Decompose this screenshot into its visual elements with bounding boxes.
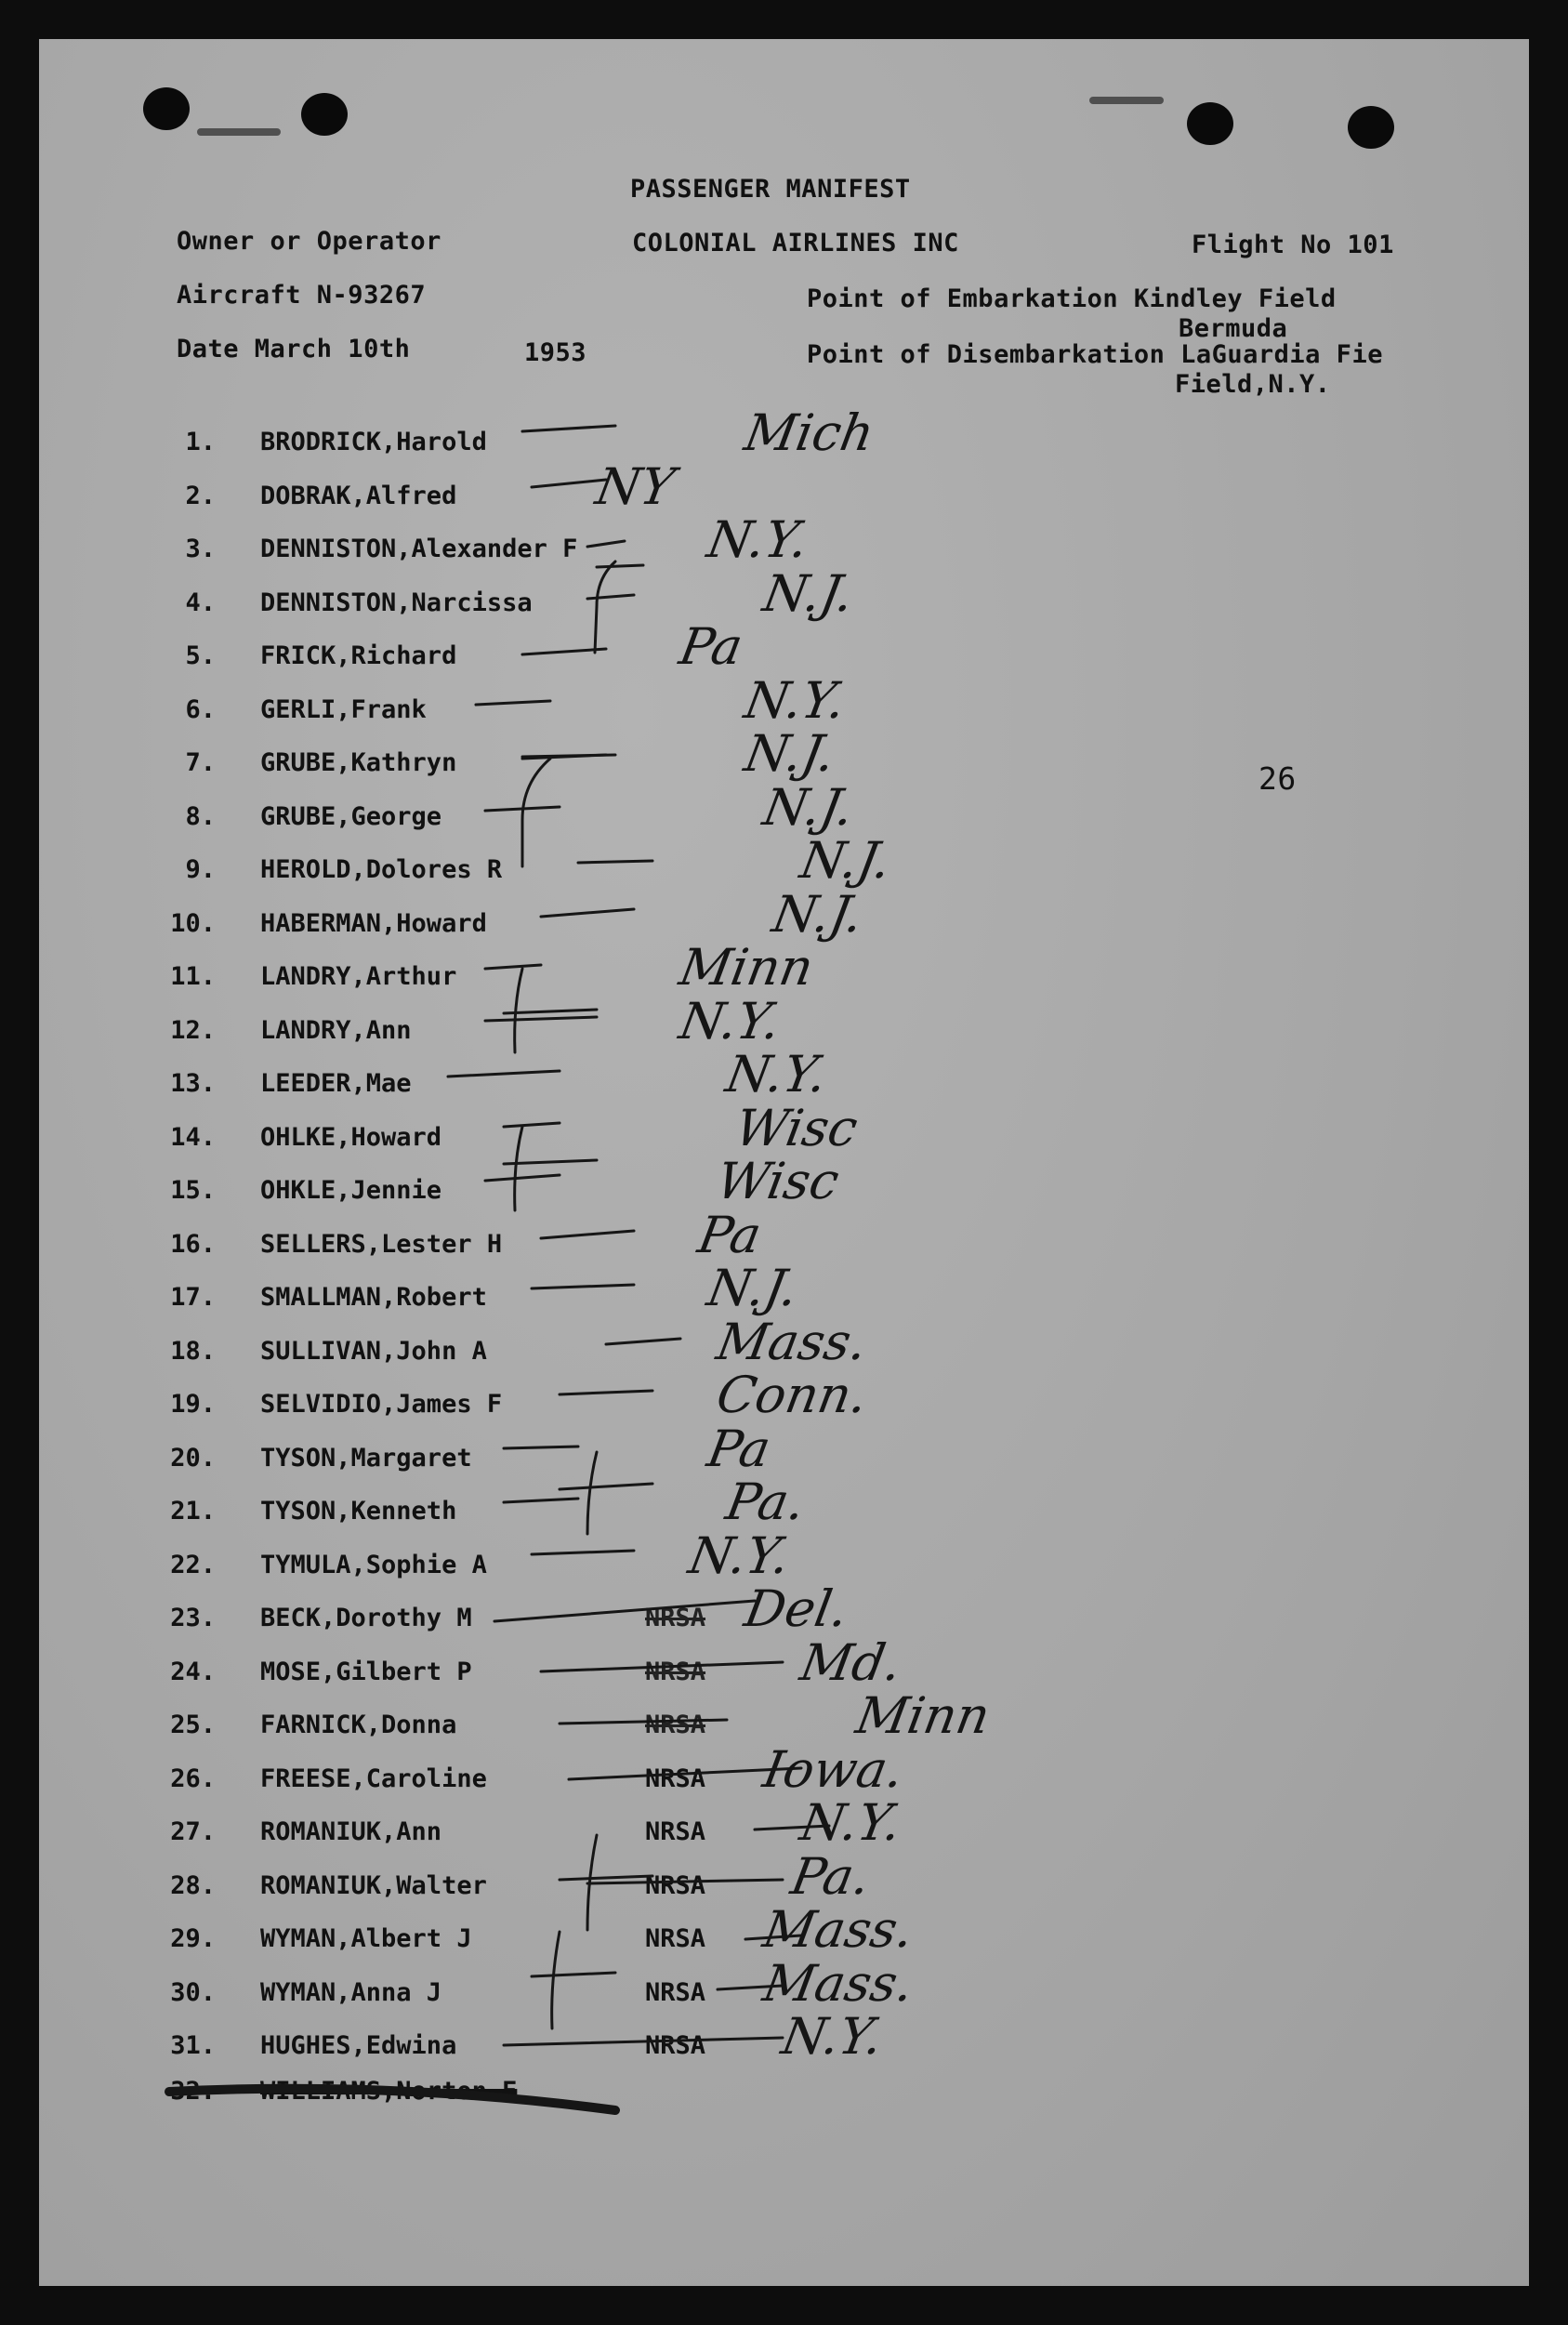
passenger-row	[39, 802, 1154, 839]
passenger-row	[39, 1924, 1154, 1962]
document-title: PASSENGER MANIFEST	[630, 175, 911, 204]
manifest-date: Date March 10th	[177, 335, 411, 363]
disembarkation-point: Point of Disembarkation LaGuardia Fie	[807, 340, 1383, 369]
passenger-row	[39, 1817, 1154, 1855]
handwritten-state: Iowa.	[758, 1739, 908, 1799]
handwritten-state: N.Y.	[796, 1793, 906, 1852]
passenger-number: 26.	[170, 1764, 216, 1793]
smudge-mark	[197, 128, 281, 136]
passenger-row	[39, 1069, 1154, 1106]
aircraft-id: Aircraft N-93267	[177, 281, 427, 310]
nrsa-mark: NRSA	[645, 1817, 706, 1846]
passenger-number: 7.	[185, 748, 216, 777]
nrsa-mark: NRSA	[645, 2031, 706, 2060]
passenger-name: BRODRICK,Harold	[260, 428, 487, 456]
passenger-number: 1.	[185, 428, 216, 456]
passenger-name: OHLKE,Howard	[260, 1122, 442, 1152]
passenger-row	[39, 641, 1154, 679]
embarkation-location: Bermuda	[1179, 314, 1288, 343]
passenger-number: 15.	[170, 1176, 216, 1205]
passenger-number: 10.	[170, 908, 216, 938]
flight-number: Flight No 101	[1192, 231, 1394, 259]
handwritten-state: N.J.	[758, 563, 859, 623]
passenger-name: FREESE,Caroline	[260, 1764, 487, 1793]
handwritten-state: N.J.	[703, 1259, 803, 1317]
passenger-name: TYMULA,Sophie A	[260, 1550, 487, 1579]
passenger-number: 17.	[170, 1283, 216, 1312]
nrsa-mark: NRSA	[645, 1604, 706, 1632]
passenger-name: LEEDER,Mae	[260, 1069, 412, 1098]
nrsa-mark: NRSA	[645, 1924, 706, 1953]
passenger-row	[39, 1176, 1154, 1213]
passenger-number: 27.	[170, 1817, 216, 1846]
passenger-name: TYSON,Kenneth	[260, 1497, 457, 1526]
passenger-name: GRUBE,George	[260, 801, 442, 831]
passenger-row	[39, 1283, 1154, 1320]
passenger-row	[39, 1390, 1154, 1427]
passenger-row	[39, 909, 1154, 946]
page-number: 26	[1258, 760, 1297, 797]
handwritten-state: Mass.	[758, 1900, 918, 1959]
owner-label: Owner or Operator	[177, 227, 441, 256]
passenger-row	[39, 588, 1154, 626]
handwritten-state: Wisc	[731, 1098, 863, 1157]
handwritten-state: Minn	[851, 1686, 995, 1745]
manifest-year: 1953	[524, 338, 587, 367]
handwritten-state: Del.	[740, 1579, 853, 1638]
nrsa-mark: NRSA	[645, 1711, 706, 1739]
passenger-name: HEROLD,Dolores R	[260, 855, 503, 884]
passenger-number: 18.	[170, 1336, 216, 1366]
passenger-number: 21.	[170, 1497, 216, 1526]
nrsa-mark: NRSA	[645, 1657, 706, 1686]
nrsa-mark: NRSA	[645, 1764, 706, 1793]
passenger-name: GERLI,Frank	[260, 694, 427, 724]
passenger-row	[39, 1497, 1154, 1534]
passenger-number: 32.	[170, 2077, 216, 2106]
passenger-name: GRUBE,Kathryn	[260, 748, 457, 777]
handwritten-state: Mass.	[758, 1953, 918, 2013]
punch-hole-right-2	[1348, 106, 1394, 149]
passenger-row	[39, 1604, 1154, 1641]
handwritten-state: N.J.	[740, 724, 840, 783]
handwritten-state: Pa	[693, 1205, 766, 1264]
disembarkation-location: Field,N.Y.	[1175, 370, 1331, 399]
passenger-row	[39, 1978, 1154, 2015]
handwritten-state: Mich	[740, 403, 879, 462]
manifest-sheet	[39, 39, 1529, 2286]
passenger-number: 4.	[185, 588, 216, 617]
passenger-name: DENNISTON,Narcissa	[260, 588, 533, 617]
passenger-name: WYMAN,Albert J	[260, 1924, 472, 1953]
handwritten-state: Minn	[675, 938, 818, 997]
passenger-name: SELVIDIO,James F	[260, 1390, 503, 1419]
passenger-name: ROMANIUK,Walter	[260, 1870, 487, 1900]
handwritten-state: Wisc	[712, 1152, 844, 1210]
handwritten-state: N.J.	[796, 831, 896, 890]
passenger-name: SELLERS,Lester H	[260, 1229, 503, 1259]
passenger-row	[39, 1551, 1154, 1588]
passenger-name: FRICK,Richard	[260, 641, 457, 670]
passenger-name: SMALLMAN,Robert	[260, 1283, 487, 1312]
passenger-name: FARNICK,Donna	[260, 1711, 457, 1739]
handwritten-state: N.J.	[758, 777, 859, 837]
passenger-number: 25.	[170, 1711, 216, 1739]
passenger-number: 14.	[170, 1122, 216, 1152]
passenger-row	[39, 2031, 1154, 2068]
passenger-number: 6.	[185, 694, 216, 724]
passenger-number: 19.	[170, 1390, 216, 1419]
passenger-row	[39, 1871, 1154, 1909]
passenger-name: DENNISTON,Alexander F	[260, 535, 578, 563]
passenger-name: HUGHES,Edwina	[260, 2031, 457, 2060]
passenger-number: 11.	[170, 962, 216, 991]
handwritten-state: N.Y.	[675, 991, 785, 1050]
passenger-name: LANDRY,Arthur	[260, 962, 457, 991]
handwritten-state: Pa	[703, 1419, 775, 1478]
punch-hole-left-2	[301, 93, 348, 136]
passenger-name: HABERMAN,Howard	[260, 908, 487, 938]
passenger-row	[39, 1764, 1154, 1802]
passenger-name: LANDRY,Ann	[260, 1015, 412, 1045]
punch-hole-left-1	[143, 87, 190, 130]
passenger-number: 20.	[170, 1443, 216, 1473]
passenger-row	[39, 1337, 1154, 1374]
handwritten-state: Mass.	[712, 1312, 872, 1371]
passenger-name: TYSON,Margaret	[260, 1443, 472, 1473]
passenger-number: 16.	[170, 1229, 216, 1259]
punch-hole-right-1	[1187, 102, 1233, 145]
passenger-row	[39, 1230, 1154, 1267]
passenger-name: MOSE,Gilbert P	[260, 1657, 472, 1686]
passenger-number: 3.	[185, 535, 216, 563]
handwritten-state: N.Y.	[721, 1045, 832, 1103]
operator-name: COLONIAL AIRLINES INC	[632, 229, 959, 258]
passenger-number: 31.	[170, 2031, 216, 2060]
handwritten-state: NY	[591, 456, 679, 516]
passenger-row	[39, 428, 1154, 465]
handwritten-state: Pa.	[786, 1846, 875, 1906]
passenger-name: SULLIVAN,John A	[260, 1336, 487, 1366]
passenger-row	[39, 1123, 1154, 1160]
passenger-number: 28.	[170, 1870, 216, 1900]
passenger-number: 22.	[170, 1550, 216, 1579]
passenger-name: BECK,Dorothy M	[260, 1604, 472, 1632]
passenger-number: 29.	[170, 1924, 216, 1953]
nrsa-mark: NRSA	[645, 1870, 706, 1900]
handwritten-state: N.Y.	[703, 510, 813, 569]
passenger-row	[39, 535, 1154, 572]
handwritten-state: Pa.	[721, 1473, 810, 1531]
passenger-name: ROMANIUK,Ann	[260, 1817, 442, 1846]
passenger-row	[39, 962, 1154, 999]
passenger-row	[39, 1016, 1154, 1053]
passenger-number: 30.	[170, 1977, 216, 2007]
nrsa-mark: NRSA	[645, 1977, 706, 2007]
embarkation-point: Point of Embarkation Kindley Field	[807, 284, 1337, 313]
struck-entry	[39, 2077, 1154, 2114]
handwritten-state: N.Y.	[684, 1526, 795, 1585]
handwritten-state: N.Y.	[777, 2007, 888, 2066]
passenger-row	[39, 695, 1154, 733]
passenger-name: OHKLE,Jennie	[260, 1176, 442, 1205]
passenger-number: 13.	[170, 1069, 216, 1098]
passenger-row	[39, 1444, 1154, 1481]
handwritten-state: Pa	[675, 617, 747, 676]
handwritten-state: N.J.	[768, 884, 868, 944]
passenger-number: 5.	[185, 641, 216, 670]
passenger-name: DOBRAK,Alfred	[260, 481, 457, 510]
passenger-number: 9.	[185, 855, 216, 884]
passenger-number: 23.	[170, 1604, 216, 1632]
handwritten-state: N.Y.	[740, 670, 850, 730]
passenger-name: WYMAN,Anna J	[260, 1977, 442, 2007]
handwritten-state: Md.	[796, 1632, 906, 1692]
passenger-row	[39, 855, 1154, 892]
passenger-row	[39, 748, 1154, 786]
passenger-number: 2.	[185, 481, 216, 510]
handwritten-state: Conn.	[712, 1366, 873, 1424]
smudge-mark	[1089, 97, 1164, 104]
passenger-number: 24.	[170, 1657, 216, 1686]
passenger-number: 8.	[185, 801, 216, 831]
passenger-number: 12.	[170, 1015, 216, 1045]
passenger-name: WILLIAMS,Norton E	[260, 2077, 518, 2106]
